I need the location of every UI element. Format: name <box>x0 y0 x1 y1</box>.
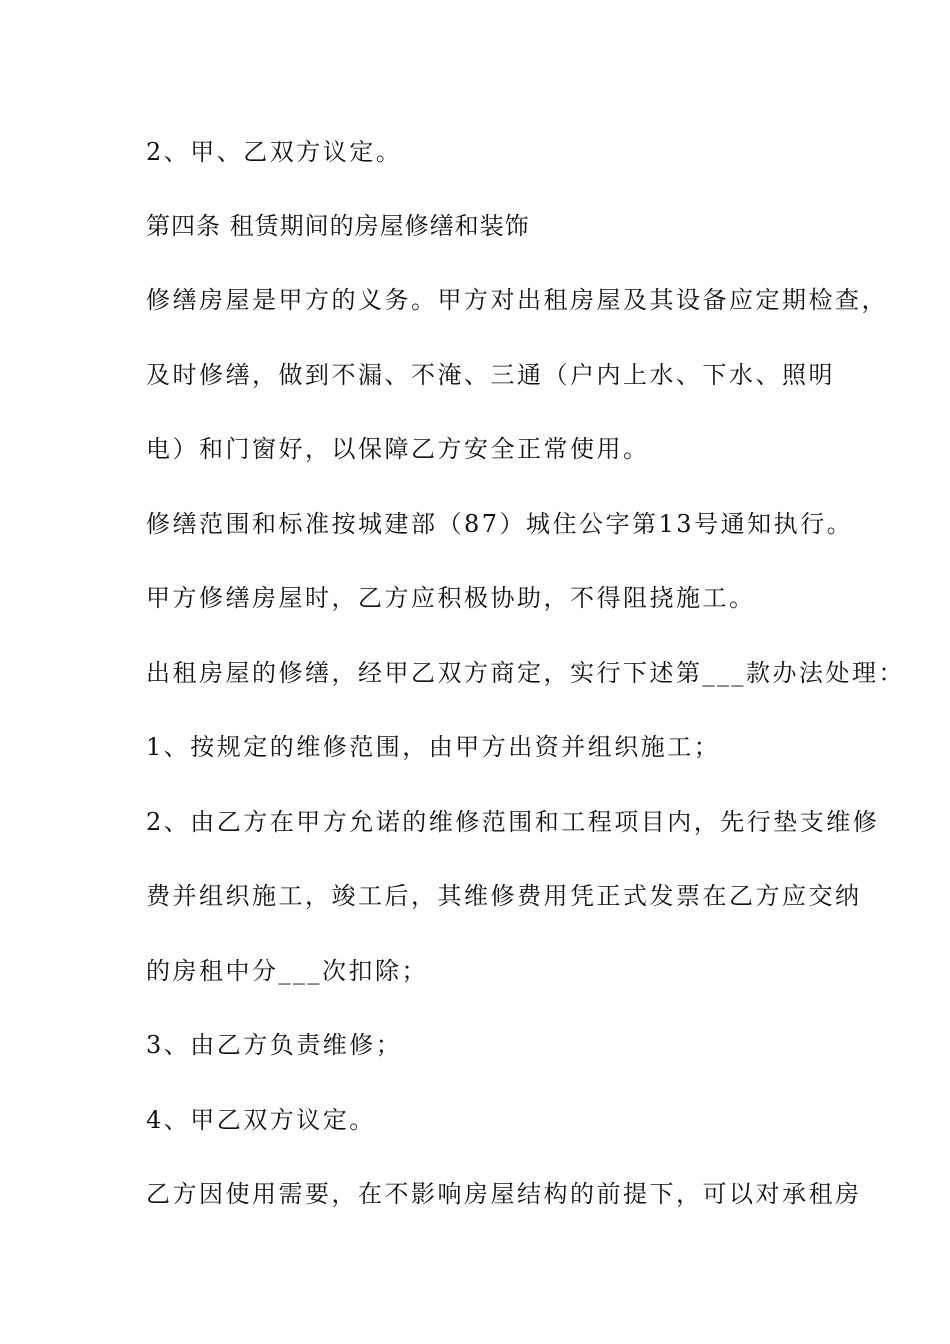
paragraph-line-15: 乙方因使用需要，在不影响房屋结构的前提下，可以对承租房 <box>146 1180 862 1208</box>
paragraph-line-13: 3、由乙方负责维修； <box>146 1031 403 1059</box>
paragraph-line-8: 出租房屋的修缮，经甲乙双方商定，实行下述第___款办法处理： <box>146 659 905 687</box>
paragraph-line-14: 4、甲乙双方议定。 <box>146 1106 376 1134</box>
paragraph-line-1: 2、甲、乙双方议定。 <box>146 138 403 166</box>
section-heading: 第四条 租赁期间的房屋修缮和装饰 <box>146 212 530 240</box>
paragraph-line-5: 电）和门窗好，以保障乙方安全正常使用。 <box>146 435 650 463</box>
paragraph-line-7: 甲方修缮房屋时，乙方应积极协助，不得阻挠施工。 <box>146 584 756 612</box>
paragraph-line-3: 修缮房屋是甲方的义务。甲方对出租房屋及其设备应定期检查， <box>146 286 888 314</box>
paragraph-line-9: 1、按规定的维修范围，由甲方出资并组织施工； <box>146 733 721 761</box>
paragraph-line-4: 及时修缮，做到不漏、不淹、三通（户内上水、下水、照明 <box>146 361 835 389</box>
paragraph-line-6: 修缮范围和标准按城建部（87）城住公字第13号通知执行。 <box>146 510 854 538</box>
paragraph-line-12: 的房租中分___次扣除； <box>146 957 428 985</box>
paragraph-line-11: 费并组织施工，竣工后，其维修费用凭正式发票在乙方应交纳 <box>146 882 862 910</box>
paragraph-line-10: 2、由乙方在甲方允诺的维修范围和工程项目内，先行垫支维修 <box>146 808 880 836</box>
